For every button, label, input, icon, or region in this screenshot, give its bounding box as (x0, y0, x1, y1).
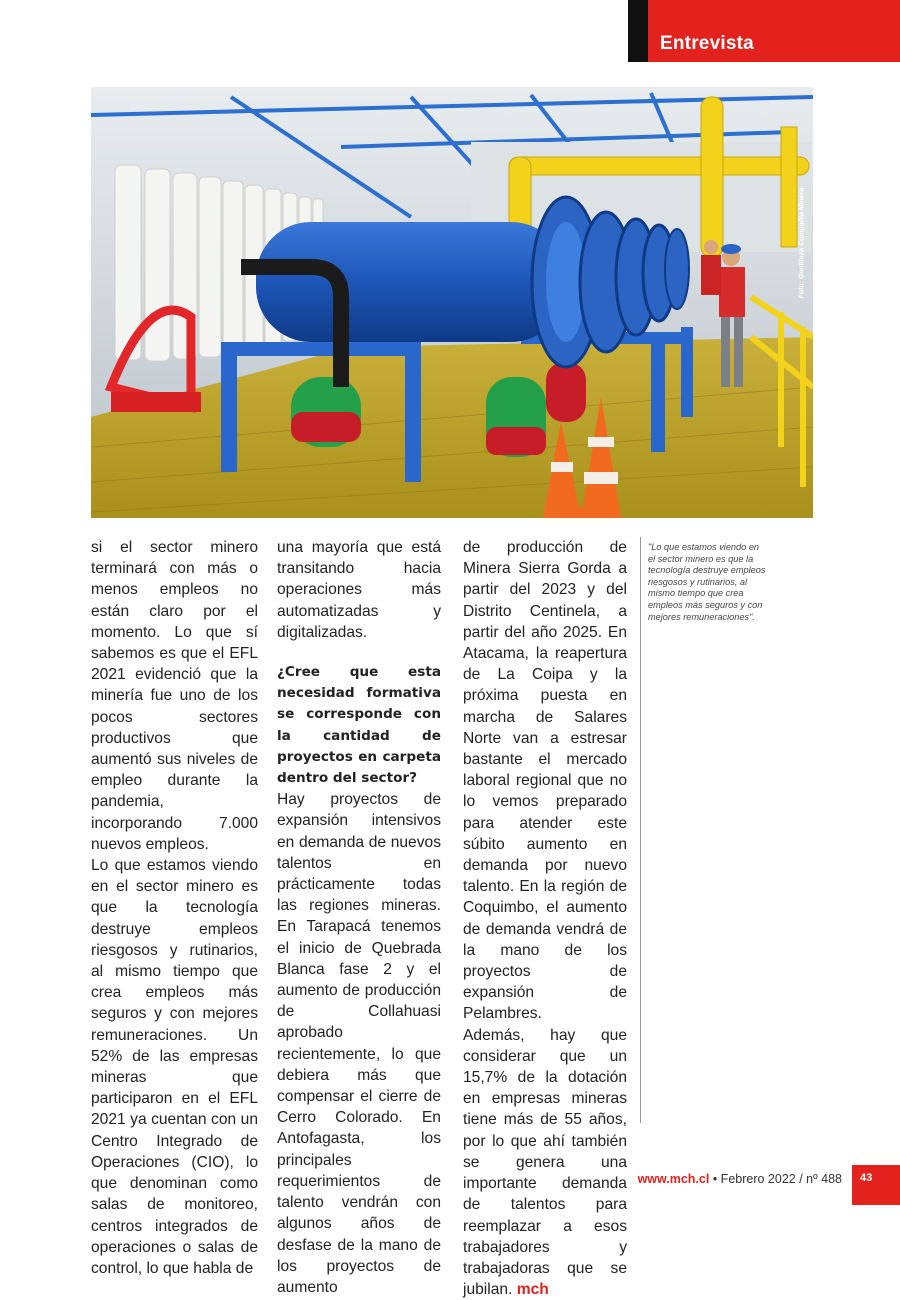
paragraph: Lo que estamos viendo en el sector minero es que la tecnología destruye empleos riesgosos y rutinarios, al mismo tiempo que crea empleos más seguros y con mejores remuneraciones. Un 52% de las empresas mineras que participaron en el EFL 2021 ya cuentan con un Centro Integrado de Operaciones (CIO), lo que denominan como salas de monitoreo, centros integrados de operaciones o salas de control, lo que habla de (91, 857, 258, 1277)
plant-illustration (91, 87, 813, 518)
paragraph: de producción de Minera Sierra Gorda a partir del 2023 y del Distrito Centinela, a partir del año 2025. En Atacama, la reapertura de La Coipa y la próxima puesta en marcha de Salares Norte van a estresar bastante el mercado laboral regional que no lo vemos preparado para atender este súbito aumento en demanda por nuevo talento. En la región de Coquimbo, el aumento de demanda vendrá de la mano de los proyectos de expansión de Pelambres. (463, 539, 627, 1023)
section-tab-accent (628, 0, 648, 62)
article-photo (91, 87, 813, 518)
paragraph: una mayoría que está transitando hacia operaciones más automatizadas y digitalizadas. (277, 539, 441, 641)
paragraph: Hay proyectos de expansión intensivos en demanda de nuevos talentos en prácticamente todas las regiones mineras. En Tarapacá tenemos el inicio de Quebrada Blanca fase 2 y el aumento de producción de Collahuasi aprobado recientemente, lo que debiera más que compensar el cierre de Cerro Colorado. En Antofagasta, los principales requerimientos de talento vendrán con algunos años de desfase de la mano de los proyectos de aumento (277, 791, 441, 1296)
footer-issue: • Febrero 2022 / nº 488 (712, 1172, 842, 1186)
interview-question: ¿Cree que esta necesidad formativa se corresponde con la cantidad de proyectos en carpeta dentro del sector? (277, 664, 441, 787)
paragraph-text: Además, hay que considerar que un 15,7% de la dotación en empresas mineras tiene más de 55 años, por lo que ahí también se genera una importante demanda de talentos para reemplazar a esos trabajadores y trabajadoras que se jubilan. (463, 1026, 627, 1299)
section-tab (628, 0, 900, 62)
page-footer (638, 1172, 842, 1186)
column-divider (640, 537, 641, 1123)
paragraph: si el sector minero terminará con más o menos empleos no están claro por el momento. Lo que sí sabemos es que el EFL 2021 evidenció que la minería fue uno de los pocos sectores productivos que aumentó sus niveles de empleo durante la pandemia, incorporando 7.000 nuevos empleos. (91, 539, 258, 853)
page-number-box (852, 1165, 900, 1205)
end-mark: mch (516, 1281, 549, 1299)
pull-quote: "Lo que estamos viendo en el sector minero es que la tecnología destruye empleos riesgosos y rutinarios, al mismo tiempo que crea empleos más seguros y con mejores remuneraciones". (648, 542, 766, 622)
footer-site-link[interactable]: www.mch.cl (637, 1172, 710, 1186)
article-column-3 (463, 537, 627, 1300)
photo-credit-text: Foto: Gentileza Compañía Minera. (798, 185, 806, 299)
section-title: Entrevista (660, 33, 754, 54)
paragraph (463, 1025, 627, 1300)
article-column-1 (91, 537, 258, 1279)
page-number: 43 (860, 1172, 873, 1184)
photo-credit (795, 185, 809, 302)
article-column-2 (277, 537, 441, 1298)
